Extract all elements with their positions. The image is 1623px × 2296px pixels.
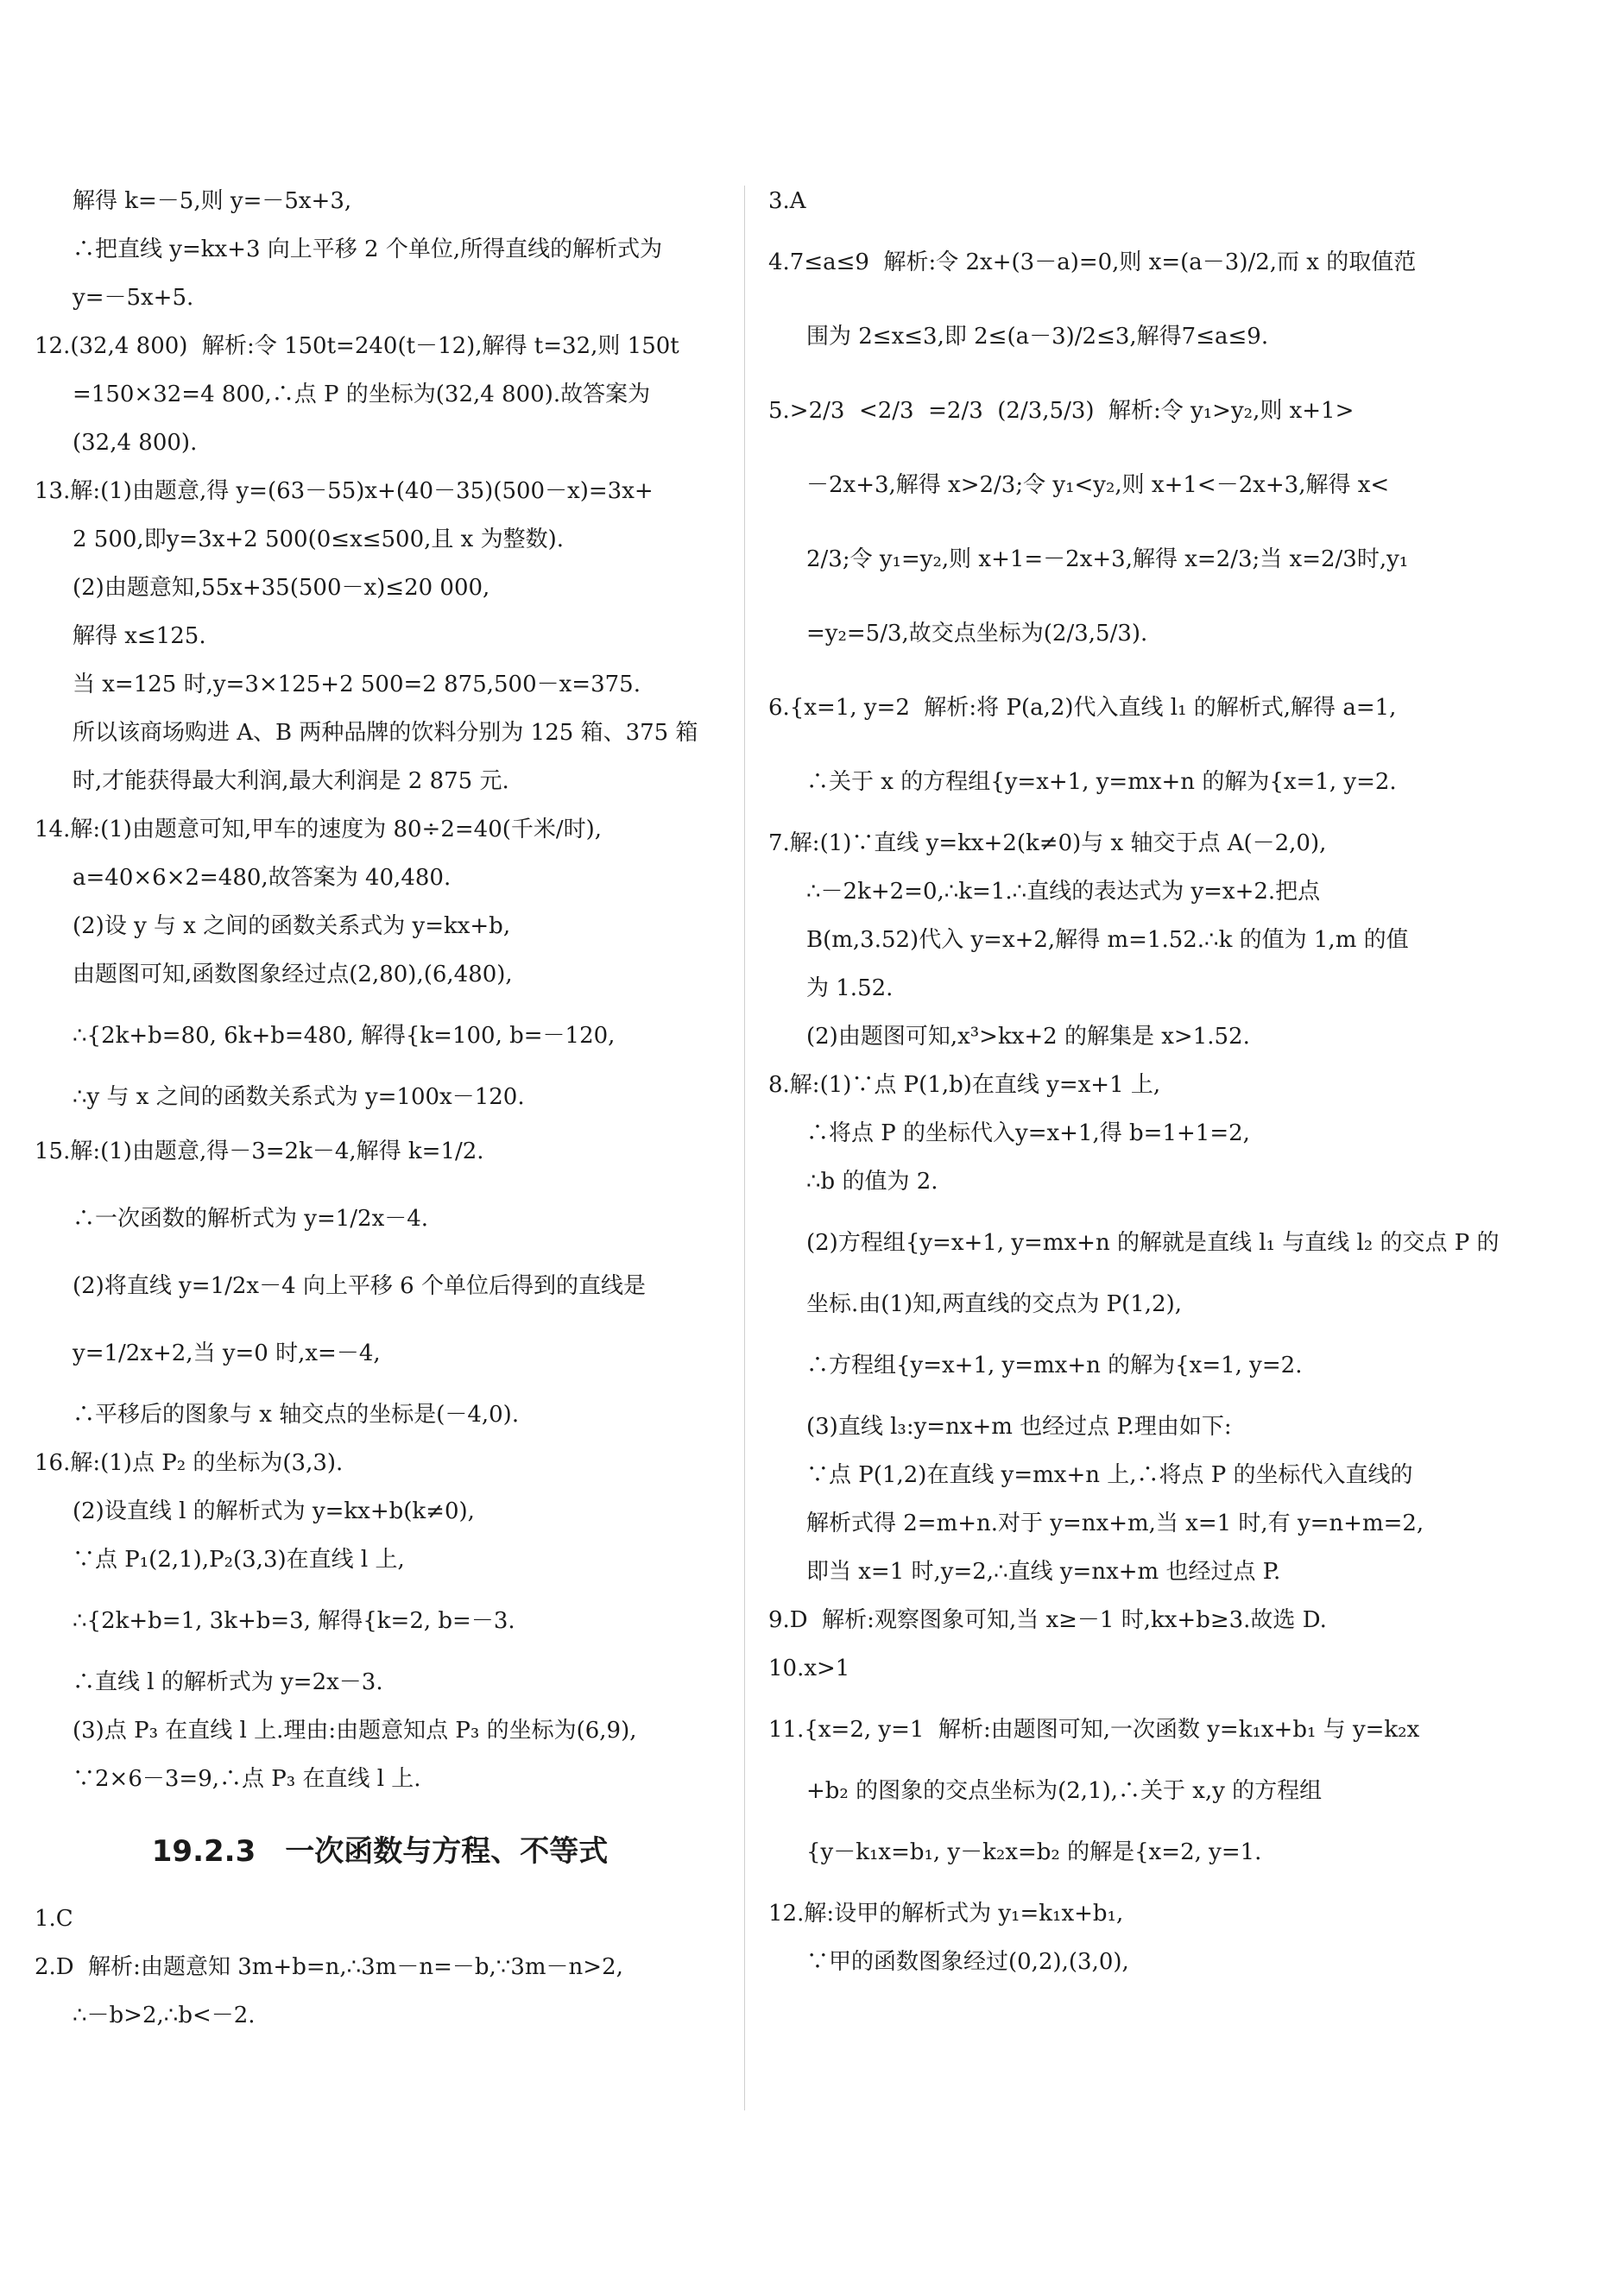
text-line: ∴关于 x 的方程组{y=x+1, y=mx+n 的解为{x=1, y=2. (806, 769, 1397, 795)
text-line: y=－5x+5. (73, 285, 194, 311)
text-line: 即当 x=1 时,y=2,∴直线 y=nx+m 也经过点 P. (806, 1559, 1281, 1585)
text-line: B(m,3.52)代入 y=x+2,解得 m=1.52.∴k 的值为 1,m 的值 (806, 927, 1409, 953)
text-line: ∴b 的值为 2. (806, 1169, 938, 1195)
text-line: 2 500,即y=3x+2 500(0≤x≤500,且 x 为整数). (73, 527, 565, 552)
text-line: +b₂ 的图象的交点坐标为(2,1),∴关于 x,y 的方程组 (806, 1778, 1323, 1804)
text-line: =150×32=4 800,∴点 P 的坐标为(32,4 800).故答案为 (73, 382, 651, 407)
text-line: 2/3;令 y₁=y₂,则 x+1=－2x+3,解得 x=2/3;当 x=2/3时,y₁ (806, 546, 1409, 572)
left-lines (35, 177, 725, 1803)
right-column (768, 177, 1500, 1986)
text-line: (3)点 P₃ 在直线 l 上.理由:由题意知点 P₃ 的坐标为(6,9), (73, 1718, 637, 1744)
text-line: 坐标.由(1)知,两直线的交点为 P(1,2), (806, 1291, 1183, 1317)
text-line: ∴－2k+2=0,∴k=1.∴直线的表达式为 y=x+2.把点 (806, 879, 1321, 905)
text-line: 10.x>1 (768, 1656, 850, 1681)
text-line: 5.>2/3 <2/3 =2/3 (2/3,5/3) 解析:令 y₁>y₂,则 x+1> (768, 398, 1355, 424)
text-line: (3)直线 l₃:y=nx+m 也经过点 P.理由如下: (806, 1414, 1232, 1440)
text-line: ∴{2k+b=1, 3k+b=3, 解得{k=2, b=－3. (73, 1608, 515, 1634)
text-line: ∵点 P₁(2,1),P₂(3,3)在直线 l 上, (73, 1547, 405, 1573)
text-line: a=40×6×2=480,故答案为 40,480. (73, 865, 452, 891)
text-line: ∴一次函数的解析式为 y=1/2x－4. (73, 1206, 429, 1232)
text-line: ∴{2k+b=80, 6k+b=480, 解得{k=100, b=－120, (73, 1023, 616, 1049)
text-line: 解得 x≤125. (73, 623, 206, 649)
text-line: ∴－b>2,∴b<－2. (73, 2003, 256, 2028)
text-line: 时,才能获得最大利润,最大利润是 2 875 元. (73, 768, 509, 794)
text-line: 由题图可知,函数图象经过点(2,80),(6,480), (73, 962, 513, 987)
text-line: ∴直线 l 的解析式为 y=2x－3. (73, 1669, 383, 1695)
text-line: (2)由题图可知,x³>kx+2 的解集是 x>1.52. (806, 1024, 1250, 1050)
text-line: －2x+3,解得 x>2/3;令 y₁<y₂,则 x+1<－2x+3,解得 x< (806, 472, 1390, 498)
text-line: 14.解:(1)由题意可知,甲车的速度为 80÷2=40(千米/时), (35, 817, 603, 842)
text-line: (2)由题意知,55x+35(500－x)≤20 000, (73, 575, 490, 601)
text-line: (2)方程组{y=x+1, y=mx+n 的解就是直线 l₁ 与直线 l₂ 的交点 P 的 (806, 1230, 1500, 1256)
text-line: ∵甲的函数图象经过(0,2),(3,0), (806, 1949, 1129, 1975)
text-line: 所以该商场购进 A、B 两种品牌的饮料分别为 125 箱、375 箱 (73, 720, 698, 746)
left-column (35, 177, 725, 2040)
text-line: 7.解:(1)∵直线 y=kx+2(k≠0)与 x 轴交于点 A(－2,0), (768, 830, 1327, 856)
text-line: 3.A (768, 188, 806, 214)
text-line: 2.D 解析:由题意知 3m+b=n,∴3m－n=－b,∵3m－n>2, (35, 1954, 623, 1980)
text-line: (2)将直线 y=1/2x－4 向上平移 6 个单位后得到的直线是 (73, 1273, 646, 1299)
text-line: 解析式得 2=m+n.对于 y=nx+m,当 x=1 时,有 y=n+m=2, (806, 1511, 1424, 1536)
text-line: =y₂=5/3,故交点坐标为(2/3,5/3). (806, 621, 1148, 647)
left-after-lines (35, 1895, 725, 2040)
text-line: (2)设 y 与 x 之间的函数关系式为 y=kx+b, (73, 913, 511, 939)
text-line: 6.{x=1, y=2 解析:将 P(a,2)代入直线 l₁ 的解析式,解得 a=1, (768, 695, 1397, 721)
text-line: 解得 k=－5,则 y=－5x+3, (73, 188, 352, 214)
text-line: ∴将点 P 的坐标代入y=x+1,得 b=1+1=2, (806, 1120, 1250, 1146)
text-line: 15.解:(1)由题意,得－3=2k－4,解得 k=1/2. (35, 1139, 484, 1164)
text-line: ∵2×6－3=9,∴点 P₃ 在直线 l 上. (73, 1766, 421, 1792)
text-line: 当 x=125 时,y=3×125+2 500=2 875,500－x=375. (73, 672, 641, 697)
text-line: 9.D 解析:观察图象可知,当 x≥－1 时,kx+b≥3.故选 D. (768, 1607, 1327, 1633)
text-line: 12.(32,4 800) 解析:令 150t=240(t－12),解得 t=32,则 150t (35, 333, 679, 359)
text-line: ∴y 与 x 之间的函数关系式为 y=100x－120. (73, 1084, 525, 1110)
text-line: 12.解:设甲的解析式为 y₁=k₁x+b₁, (768, 1901, 1124, 1927)
text-line: (2)设直线 l 的解析式为 y=kx+b(k≠0), (73, 1498, 475, 1524)
text-line: 16.解:(1)点 P₂ 的坐标为(3,3). (35, 1450, 344, 1476)
text-line: (32,4 800). (73, 430, 198, 456)
text-line: 1.C (35, 1906, 73, 1932)
text-line: 13.解:(1)由题意,得 y=(63－55)x+(40－35)(500－x)=3x+ (35, 478, 654, 504)
text-line: 4.7≤a≤9 解析:令 2x+(3－a)=0,则 x=(a－3)/2,而 x 的取值范 (768, 249, 1417, 275)
text-line: {y－k₁x=b₁, y－k₂x=b₂ 的解是{x=2, y=1. (806, 1839, 1262, 1865)
column-divider (744, 186, 745, 2110)
text-line: 8.解:(1)∵点 P(1,b)在直线 y=x+1 上, (768, 1072, 1161, 1098)
section-heading: 19.2.3 一次函数与方程、不等式 (151, 1834, 609, 1869)
text-line: 围为 2≤x≤3,即 2≤(a－3)/2≤3,解得7≤a≤9. (806, 324, 1269, 350)
text-line: 11.{x=2, y=1 解析:由题图可知,一次函数 y=k₁x+b₁ 与 y=k₂x (768, 1717, 1420, 1743)
text-line: ∴方程组{y=x+1, y=mx+n 的解为{x=1, y=2. (806, 1353, 1303, 1378)
text-line: ∴平移后的图象与 x 轴交点的坐标是(－4,0). (73, 1402, 520, 1428)
text-line: y=1/2x+2,当 y=0 时,x=－4, (73, 1340, 381, 1366)
text-line: 为 1.52. (806, 975, 894, 1001)
text-line: ∴把直线 y=kx+3 向上平移 2 个单位,所得直线的解析式为 (73, 237, 663, 262)
text-line: ∵点 P(1,2)在直线 y=mx+n 上,∴将点 P 的坐标代入直线的 (806, 1462, 1413, 1488)
right-lines (768, 177, 1500, 1986)
